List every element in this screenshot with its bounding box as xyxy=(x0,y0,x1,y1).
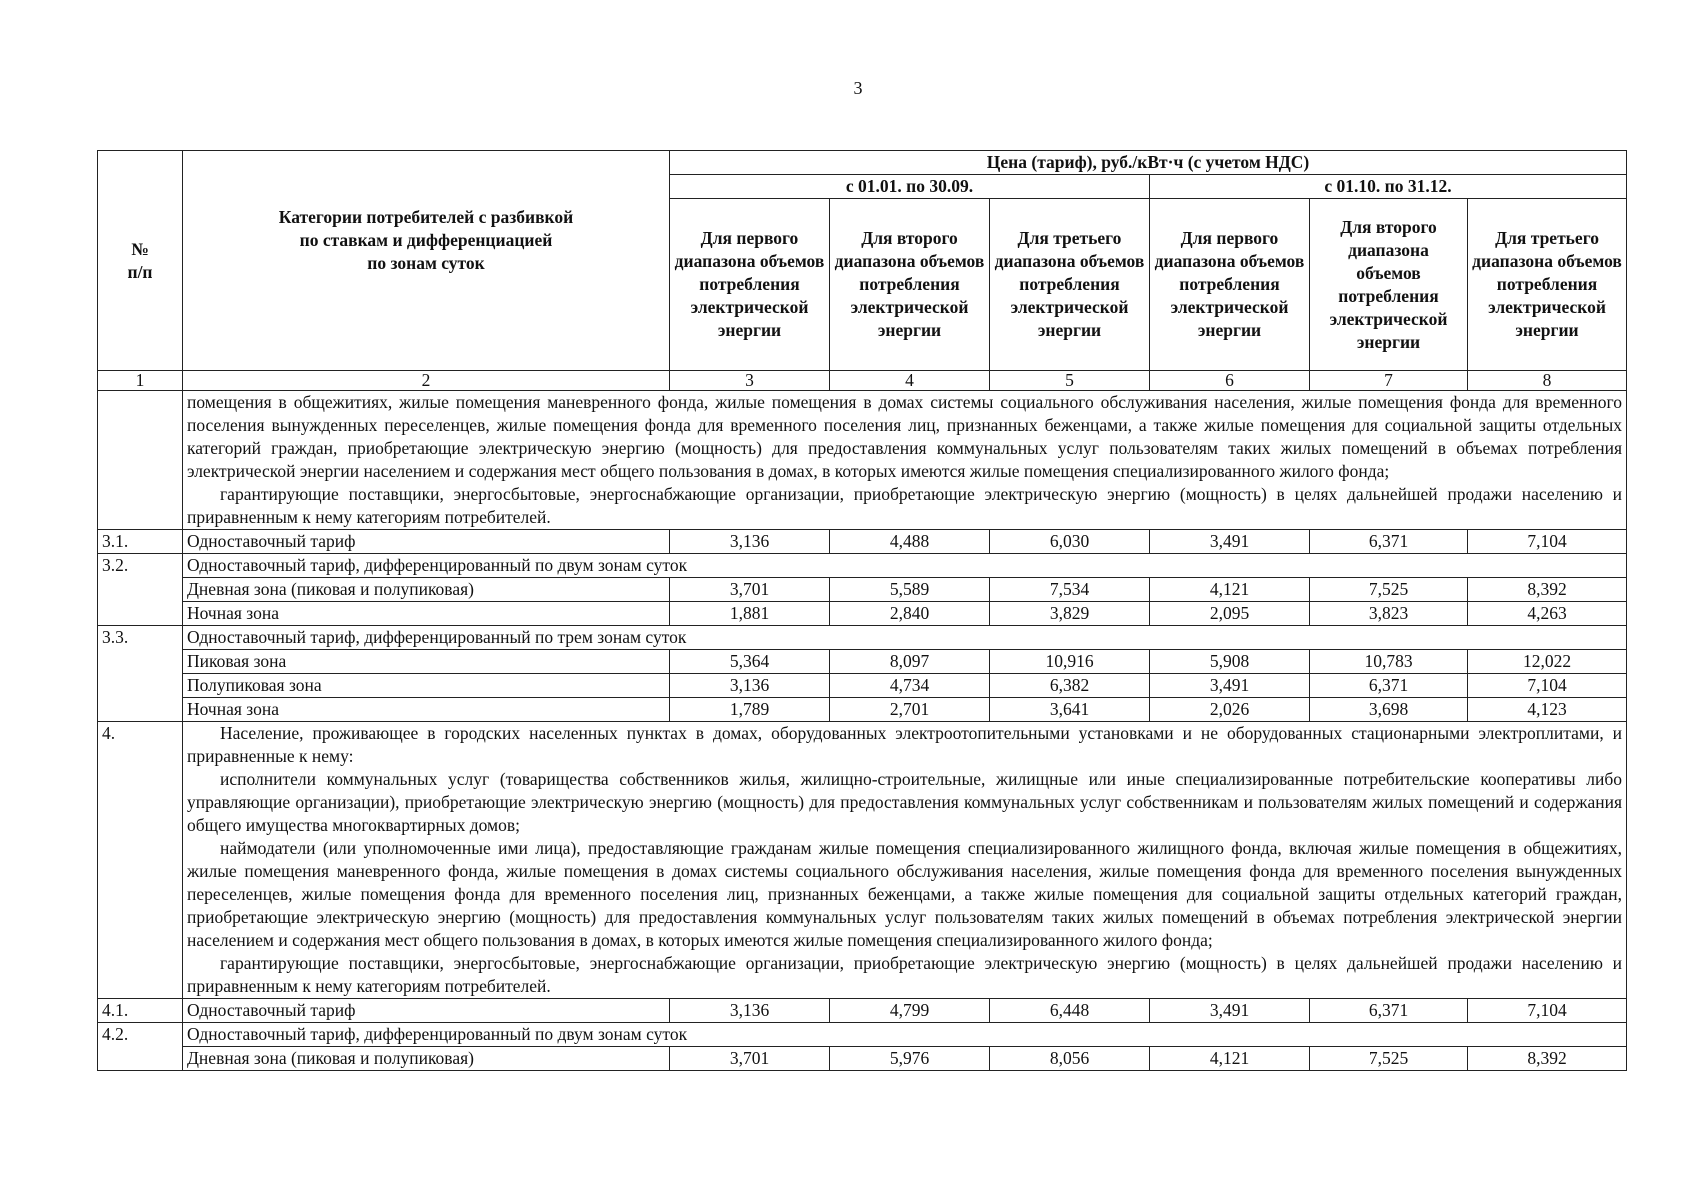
table-row-3-1 xyxy=(98,530,1627,554)
row-value: 4,263 xyxy=(1468,602,1627,626)
row-value: 5,364 xyxy=(670,650,830,674)
row-value: 4,121 xyxy=(1150,1047,1310,1071)
section-4-paragraph-4: гарантирующие поставщики, энергосбытовые, энергоснабжающие организации, приобретающие электрическую энергию (мощность) в целях дальнейшей продажи населению и приравненным к нему категориям потребителей. xyxy=(187,953,1623,996)
section-3-description xyxy=(183,391,1627,530)
row-value: 3,698 xyxy=(1310,698,1468,722)
col-number-3: 3 xyxy=(670,371,830,391)
col-number-8: 8 xyxy=(1468,371,1627,391)
header-range-2-p2: Для второго диапазона объемов потребления электрической энергии xyxy=(1310,199,1468,371)
row-value: 6,030 xyxy=(990,530,1150,554)
row-index: 3.1. xyxy=(98,530,183,554)
row-value: 7,104 xyxy=(1468,674,1627,698)
row-value: 4,799 xyxy=(830,999,990,1023)
row-value: 7,534 xyxy=(990,578,1150,602)
row-value: 3,136 xyxy=(670,530,830,554)
row-value: 4,734 xyxy=(830,674,990,698)
row-value: 5,976 xyxy=(830,1047,990,1071)
row-value: 2,026 xyxy=(1150,698,1310,722)
header-row-price xyxy=(98,151,1627,175)
header-col-number-line1: № xyxy=(131,238,149,259)
row-index: 4.2. xyxy=(98,1023,183,1071)
table-row-3-2-day xyxy=(98,578,1627,602)
row-value: 2,095 xyxy=(1150,602,1310,626)
row-value: 10,783 xyxy=(1310,650,1468,674)
col-number-5: 5 xyxy=(990,371,1150,391)
row-value: 3,491 xyxy=(1150,674,1310,698)
row-index: 4.1. xyxy=(98,999,183,1023)
row-value: 3,491 xyxy=(1150,530,1310,554)
table-row-3-3-peak xyxy=(98,650,1627,674)
col-number-7: 7 xyxy=(1310,371,1468,391)
section-3-paragraph-2: гарантирующие поставщики, энергосбытовые, энергоснабжающие организации, приобретающие электрическую энергию (мощность) в целях дальнейшей продажи населению и приравненным к нему категориям потребителей. xyxy=(187,484,1623,527)
row-category: Одноставочный тариф, дифференцированный по двум зонам суток xyxy=(183,554,1627,578)
row-index: 3.2. xyxy=(98,554,183,626)
header-range-3-p1: Для третьего диапазона объемов потребления электрической энергии xyxy=(990,199,1150,371)
row-value: 5,589 xyxy=(830,578,990,602)
row-category: Пиковая зона xyxy=(183,650,670,674)
section-4-paragraph-2: исполнители коммунальных услуг (товарищества собственников жилья, жилищно-строительные, жилищные или иные специализированные потребительские кооперативы либо управляющие организации), приобретающие электрическую энергию (мощность) для предоставления коммунальных услуг собственникам и пользователям жилых помещений и содержания общего имущества многоквартирных домов; xyxy=(187,769,1623,835)
row-category: Дневная зона (пиковая и полупиковая) xyxy=(183,578,670,602)
row-value: 8,392 xyxy=(1468,578,1627,602)
row-index: 4. xyxy=(98,722,183,999)
header-period-1: с 01.01. по 30.09. xyxy=(670,175,1150,199)
row-category: Ночная зона xyxy=(183,602,670,626)
header-category-line3: по зонам суток xyxy=(367,253,485,273)
row-value: 3,641 xyxy=(990,698,1150,722)
header-range-1-p1: Для первого диапазона объемов потребления электрической энергии xyxy=(670,199,830,371)
table-row-3-2 xyxy=(98,554,1627,578)
header-period-2: с 01.10. по 31.12. xyxy=(1150,175,1627,199)
table-row-3-2-night xyxy=(98,602,1627,626)
row-index: 3.3. xyxy=(98,626,183,722)
table-row-3-3-night xyxy=(98,698,1627,722)
table-row-3-3-semipeak xyxy=(98,674,1627,698)
row-value: 7,104 xyxy=(1468,530,1627,554)
row-value: 3,829 xyxy=(990,602,1150,626)
section-3-paragraph-1: помещения в общежитиях, жилые помещения маневренного фонда, жилые помещения в домах системы социального обслуживания населения, жилые помещения фонда для временного поселения вынужденных переселенцев, жилые помещения фонда для временного поселения лиц, признанных беженцами, а также жилые помещения для социальной защиты отдельных категорий граждан, приобретающие электрическую энергию (мощность) для предоставления коммунальных услуг пользователям таких жилых помещений в объемах потребления электрической энергии населением и содержания мест общего пользования в домах, в которых имеются жилые помещения специализированного жилого фонда; xyxy=(187,392,1623,481)
section-4-paragraph-3: наймодатели (или уполномоченные ими лица), предоставляющие гражданам жилые помещения специализированного жилищного фонда, включая жилые помещения в общежитиях, жилые помещения маневренного фонда, жилые помещения в домах системы социального обслуживания населения, жилые помещения фонда для временного поселения вынужденных переселенцев, жилые помещения фонда для временного поселения лиц, признанных беженцами, а также жилые помещения для социальной защиты отдельных категорий граждан, приобретающие электрическую энергию (мощность) для предоставления коммунальных услуг пользователям таких жилых помещений в объемах потребления электрической энергии населением и содержания мест общего пользования в домах, в которых имеются жилые помещения специализированного жилого фонда; xyxy=(187,838,1623,950)
row-category: Полупиковая зона xyxy=(183,674,670,698)
section-3-empty-index xyxy=(98,391,183,530)
row-value: 4,121 xyxy=(1150,578,1310,602)
row-value: 8,097 xyxy=(830,650,990,674)
row-value: 6,371 xyxy=(1310,530,1468,554)
header-range-3-p2: Для третьего диапазона объемов потребления электрической энергии xyxy=(1468,199,1627,371)
row-value: 6,371 xyxy=(1310,999,1468,1023)
row-value: 6,448 xyxy=(990,999,1150,1023)
row-value: 2,701 xyxy=(830,698,990,722)
row-value: 7,525 xyxy=(1310,578,1468,602)
header-price-title: Цена (тариф), руб./кВт·ч (с учетом НДС) xyxy=(670,151,1627,175)
header-range-1-p2: Для первого диапазона объемов потребления электрической энергии xyxy=(1150,199,1310,371)
header-category xyxy=(183,151,670,371)
row-value: 6,382 xyxy=(990,674,1150,698)
row-category: Одноставочный тариф, дифференцированный по трем зонам суток xyxy=(183,626,1627,650)
row-category: Одноставочный тариф, дифференцированный по двум зонам суток xyxy=(183,1023,1627,1047)
row-value: 4,123 xyxy=(1468,698,1627,722)
page-number: 3 xyxy=(853,78,863,98)
row-value: 1,789 xyxy=(670,698,830,722)
row-value: 5,908 xyxy=(1150,650,1310,674)
row-value: 3,491 xyxy=(1150,999,1310,1023)
col-number-2: 2 xyxy=(183,371,670,391)
header-range-2-p1: Для второго диапазона объемов потребления электрической энергии xyxy=(830,199,990,371)
row-value: 8,056 xyxy=(990,1047,1150,1071)
row-value: 10,916 xyxy=(990,650,1150,674)
row-value: 3,136 xyxy=(670,999,830,1023)
table-row-4-1 xyxy=(98,999,1627,1023)
section-4-description xyxy=(183,722,1627,999)
row-value: 12,022 xyxy=(1468,650,1627,674)
row-value: 8,392 xyxy=(1468,1047,1627,1071)
header-col-number xyxy=(98,151,183,371)
row-value: 3,701 xyxy=(670,1047,830,1071)
row-value: 3,701 xyxy=(670,578,830,602)
header-column-numbers xyxy=(98,371,1627,391)
header-col-number-line2: п/п xyxy=(127,261,153,282)
section-4-description-row xyxy=(98,722,1627,999)
header-category-line1: Категории потребителей с разбивкой xyxy=(278,207,574,227)
row-category: Одноставочный тариф xyxy=(183,999,670,1023)
row-value: 7,525 xyxy=(1310,1047,1468,1071)
row-value: 7,104 xyxy=(1468,999,1627,1023)
tariff-table xyxy=(97,150,1627,1071)
row-category: Одноставочный тариф xyxy=(183,530,670,554)
section-3-description-row xyxy=(98,391,1627,530)
table-row-3-3 xyxy=(98,626,1627,650)
table-row-4-2-day xyxy=(98,1047,1627,1071)
header-category-line2: по ставкам и дифференциацией xyxy=(299,230,553,250)
row-value: 4,488 xyxy=(830,530,990,554)
col-number-4: 4 xyxy=(830,371,990,391)
col-number-1: 1 xyxy=(98,371,183,391)
row-category: Ночная зона xyxy=(183,698,670,722)
table-row-4-2 xyxy=(98,1023,1627,1047)
col-number-6: 6 xyxy=(1150,371,1310,391)
row-category: Дневная зона (пиковая и полупиковая) xyxy=(183,1047,670,1071)
row-value: 3,136 xyxy=(670,674,830,698)
section-4-paragraph-1: Население, проживающее в городских населенных пунктах в домах, оборудованных электроотопительными установками и не оборудованных стационарными электроплитами, и приравненные к нему: xyxy=(187,723,1623,766)
row-value: 1,881 xyxy=(670,602,830,626)
row-value: 6,371 xyxy=(1310,674,1468,698)
row-value: 3,823 xyxy=(1310,602,1468,626)
row-value: 2,840 xyxy=(830,602,990,626)
